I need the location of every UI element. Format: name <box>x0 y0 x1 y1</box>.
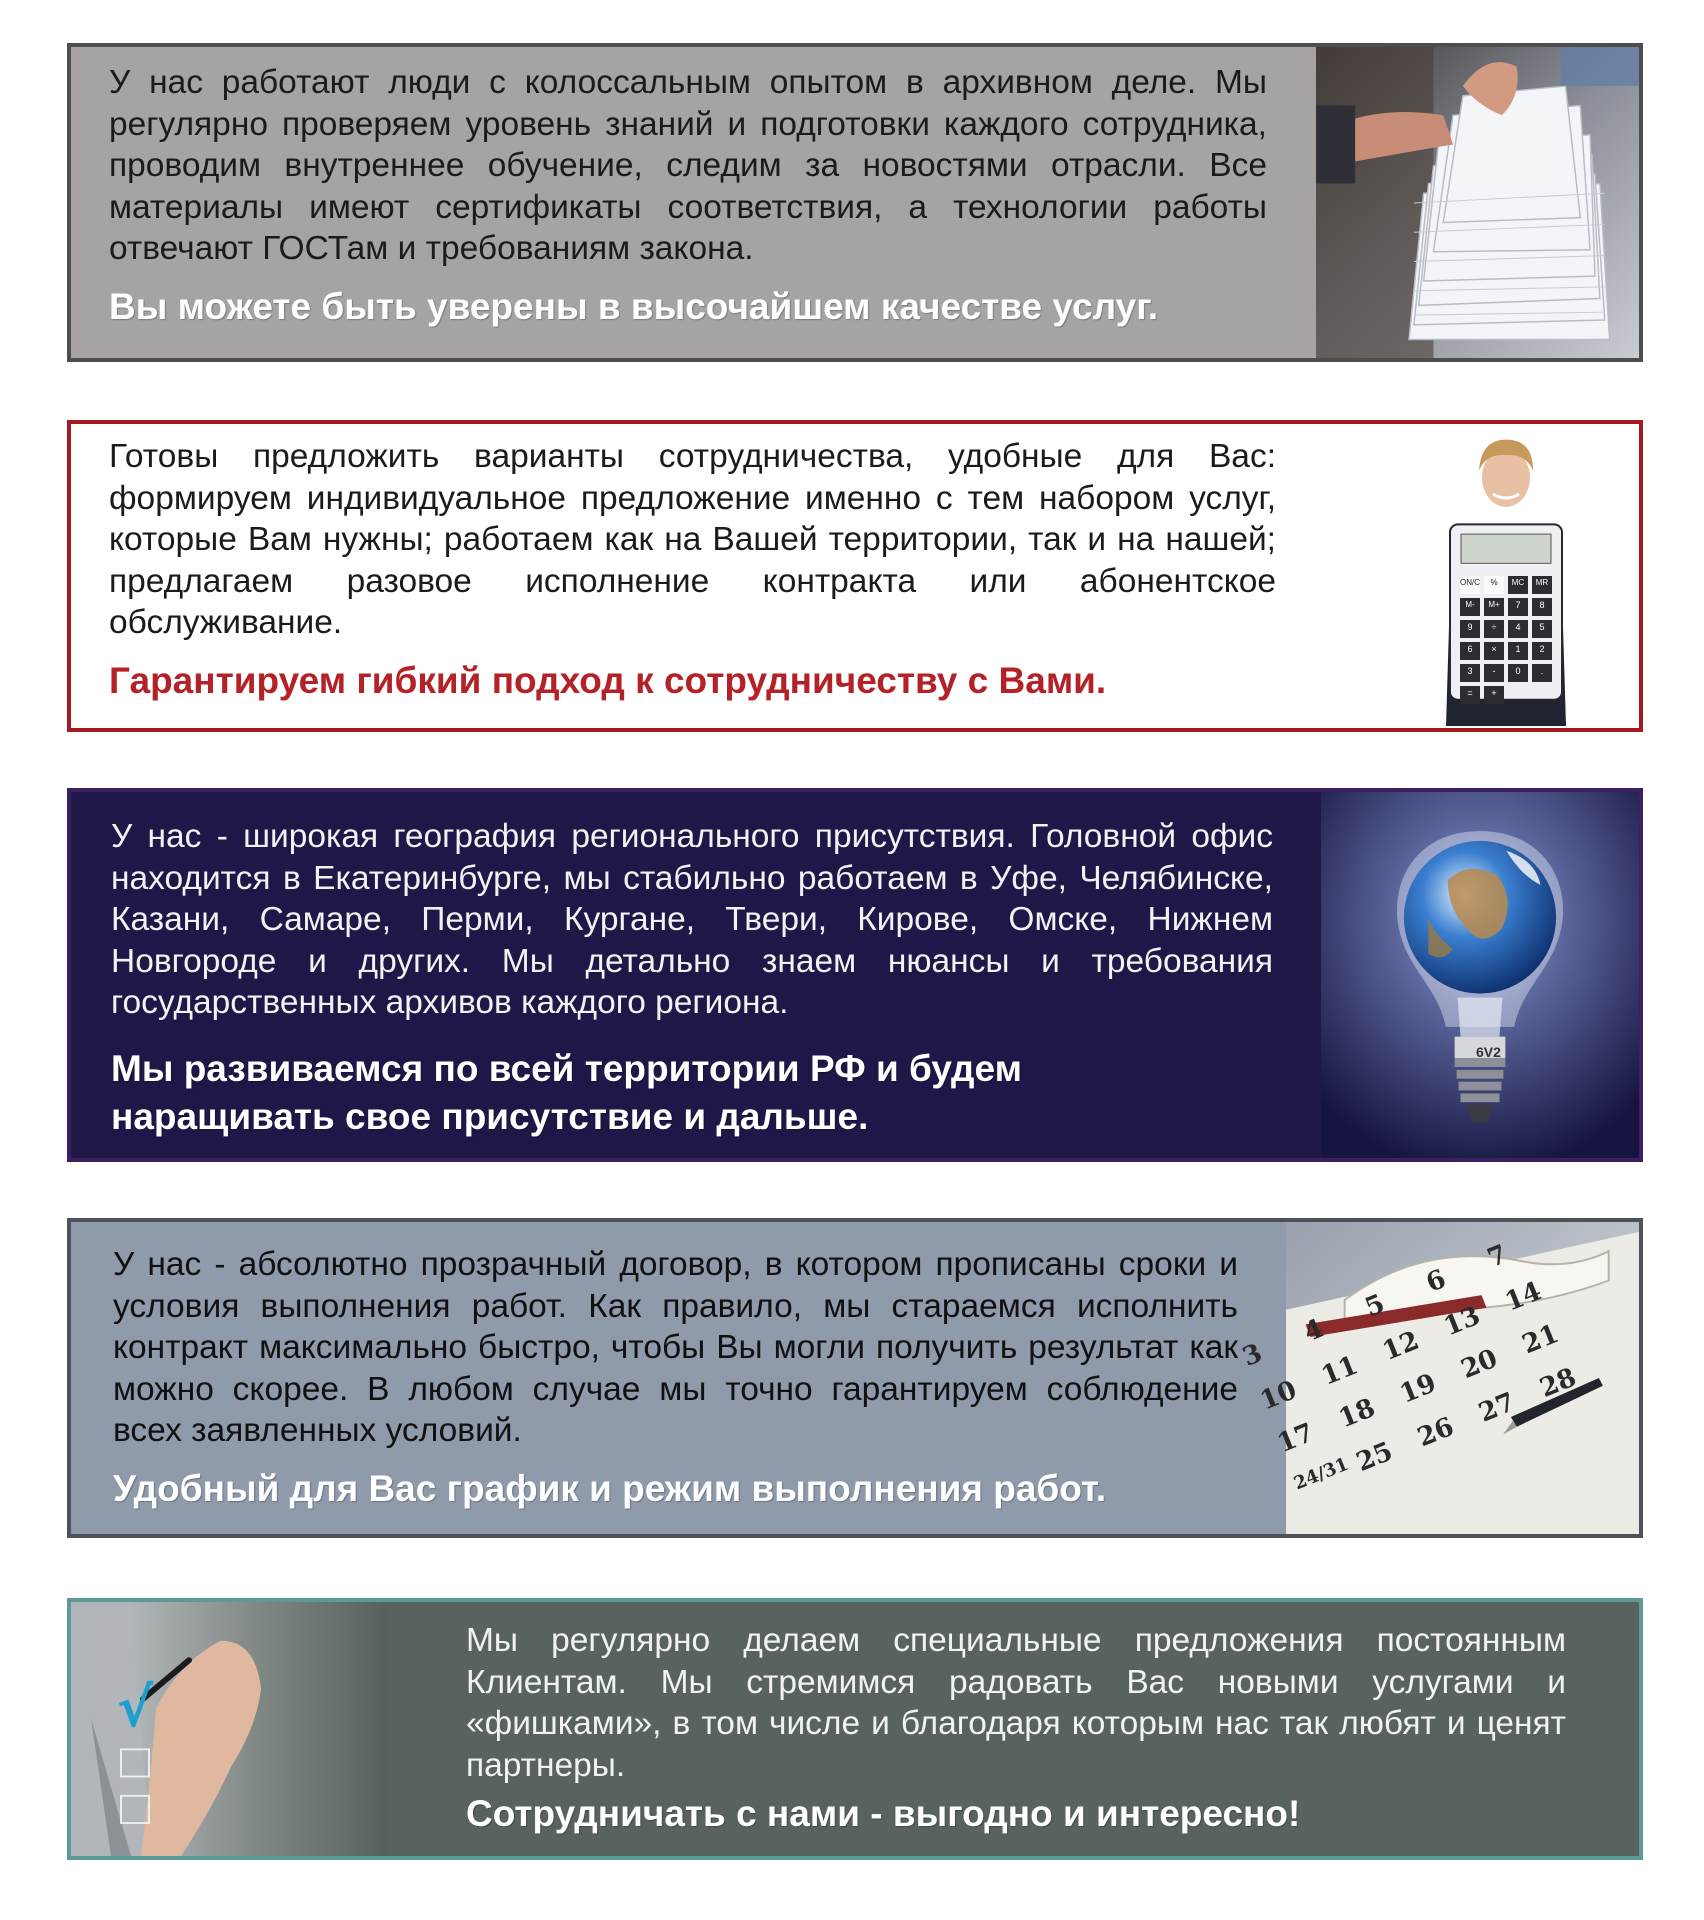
calc-key: 4 <box>1508 620 1528 638</box>
calc-key: ON/C <box>1460 576 1480 594</box>
calendar-day: 21 <box>1518 1318 1563 1361</box>
geography-headline <box>111 1045 1022 1141</box>
calendar-day: 17 <box>1273 1417 1319 1460</box>
flexibility-headline: Гарантируем гибкий подход к сотрудничеству с Вами. <box>109 660 1107 701</box>
calendar-day: 10 <box>1255 1374 1301 1417</box>
globe-bulb-image <box>1321 792 1639 1158</box>
geography-block <box>67 788 1643 1162</box>
calendar-day: 20 <box>1456 1343 1502 1385</box>
schedule-block <box>67 1218 1643 1538</box>
paper-stack-image <box>1316 47 1639 358</box>
calc-key: ÷ <box>1484 620 1504 638</box>
calc-key: 3 <box>1460 664 1480 682</box>
calendar-day: 28 <box>1535 1361 1581 1404</box>
bulb-marking: 6V2 <box>1476 1044 1501 1060</box>
special-offers-block <box>67 1598 1643 1860</box>
calendar-day: 4 <box>1299 1313 1328 1349</box>
schedule-text: У нас - абсолютно прозрачный договор, в котором прописаны сроки и условия выполнения работ. Как правило, мы стараемся исполнить контракт максимально быстро, чтобы Вы могли получить результат как можно скорее. В любом случае мы точно гарантируем соблюдение всех заявленных условий. <box>113 1246 1238 1449</box>
calc-key: MC <box>1508 576 1528 594</box>
checkmark-icon: √ <box>117 1676 154 1739</box>
calendar-day: 14 <box>1500 1275 1546 1318</box>
calendar-day: 18 <box>1334 1393 1380 1435</box>
calc-key: 9 <box>1460 620 1480 638</box>
flexibility-block <box>67 420 1643 732</box>
calendar-image <box>1238 1222 1639 1534</box>
calc-key: 2 <box>1532 642 1552 660</box>
calendar-day: 13 <box>1439 1300 1485 1342</box>
calendar-day: 12 <box>1378 1325 1424 1367</box>
quality-block <box>67 43 1643 362</box>
quality-text: У нас работают люди с колоссальным опытом в архивном деле. Мы регулярно проверяем уровень знаний и подготовки каждого сотрудника, проводим внутреннее обучение, следим за новостями отрасли. Все материалы имеют сертификаты соответствия, а технологии работы отвечают ГОСТам и требованиям закона. <box>109 64 1267 267</box>
calc-key: 0 <box>1508 664 1528 682</box>
calendar-day: 6 <box>1422 1264 1451 1299</box>
quality-headline: Вы можете быть уверены в высочайшем качестве услуг. <box>109 286 1159 327</box>
calendar-day: 25 <box>1352 1436 1397 1478</box>
calc-key: 1 <box>1508 642 1528 660</box>
special-offers-text: Мы регулярно делаем специальные предложения постоянным Клиентам. Мы стремимся радовать Вас новыми услугами и «фишками», в том числе и благодаря которым нас так любят и ценят партнеры. <box>466 1622 1566 1784</box>
calc-key: 6 <box>1460 642 1480 660</box>
calc-key: M+ <box>1484 598 1504 616</box>
calc-key: 8 <box>1532 598 1552 616</box>
calc-key: = <box>1460 686 1480 704</box>
calendar-day: 3 <box>1238 1338 1267 1373</box>
calendar-day: 11 <box>1317 1349 1362 1392</box>
calc-key: 5 <box>1532 620 1552 638</box>
checkbox-hand-image <box>71 1602 387 1856</box>
flexibility-text: Готовы предложить варианты сотрудничества, удобные для Вас: формируем индивидуальное предложение именно с тем набором услуг, которые Вам нужны; работаем как на Вашей территории, так и на нашей; предлагаем разовое исполнение контракта или абонентское обслуживание. <box>109 438 1276 641</box>
geography-headline-line: Мы развиваемся по всей территории РФ и будем <box>111 1048 1022 1089</box>
calendar-day: 5 <box>1360 1288 1389 1324</box>
calc-key: 7 <box>1508 598 1528 616</box>
geography-text: У нас - широкая география регионального присутствия. Головной офис находится в Екатеринбурге, мы стабильно работаем в Уфе, Челябинске, Казани, Самаре, Перми, Кургане, Твери, Кирове, Омске, Нижнем Новгороде и других. Мы детально знаем нюансы и требования государственных архивов каждого региона. <box>111 818 1273 1021</box>
calc-key: . <box>1532 664 1552 682</box>
calendar-day: 26 <box>1413 1411 1459 1453</box>
calc-key: M- <box>1460 598 1480 616</box>
calc-key: × <box>1484 642 1504 660</box>
geography-headline-line: наращивать свое присутствие и дальше. <box>111 1096 869 1137</box>
calendar-day: 27 <box>1474 1386 1520 1429</box>
calc-key: - <box>1484 664 1504 682</box>
special-offers-headline: Сотрудничать с нами - выгодно и интересно! <box>466 1793 1301 1834</box>
calendar-day: 19 <box>1395 1368 1441 1410</box>
calc-key: + <box>1484 686 1504 704</box>
calendar-day: 7 <box>1483 1239 1512 1275</box>
calc-key: MR <box>1532 576 1552 594</box>
schedule-headline: Удобный для Вас график и режим выполнения работ. <box>113 1468 1107 1509</box>
calc-key: % <box>1484 576 1504 594</box>
calendar-day: 24/31 <box>1290 1453 1352 1494</box>
woman-calculator-image <box>1421 424 1591 728</box>
